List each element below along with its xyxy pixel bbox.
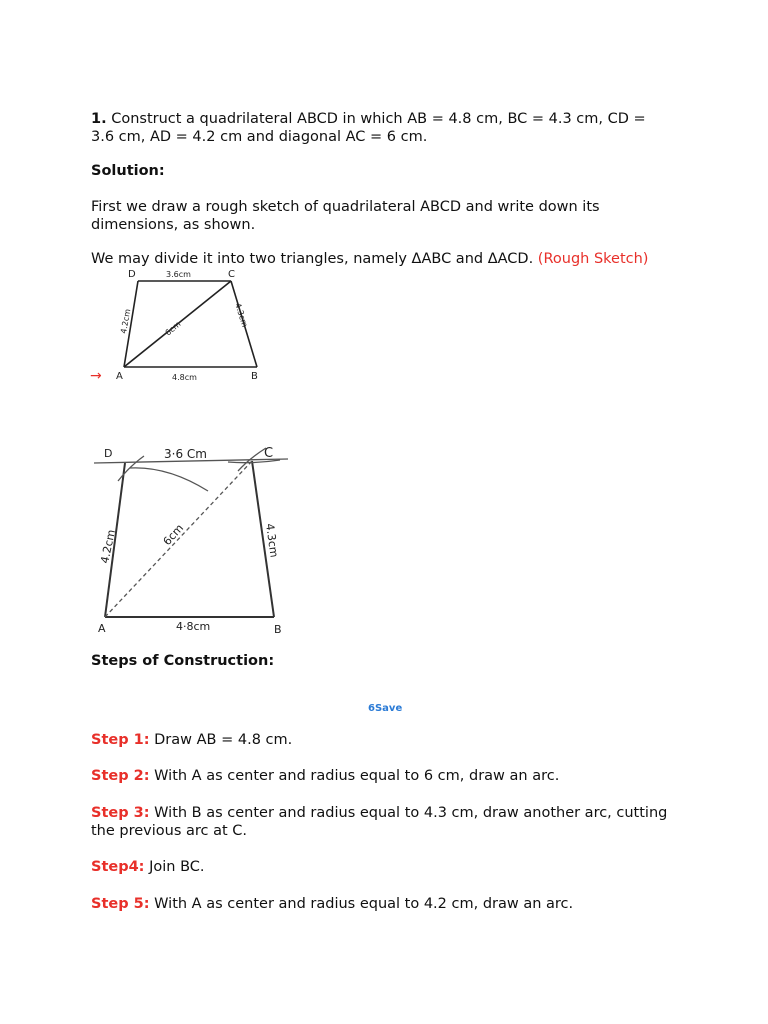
step-text: Join BC. <box>149 859 205 875</box>
save-label: Save <box>374 703 403 714</box>
save-button[interactable] <box>368 703 402 714</box>
problem-statement <box>91 110 671 146</box>
intro-paragraph-1: First we draw a rough sketch of quadrilateral ABCD and write down its dimensions, as shown. <box>91 199 600 233</box>
bc-length-label: 4.3cm <box>263 522 281 559</box>
arc-from-a-radius-4.2 <box>130 468 208 491</box>
ab-length-label: 4·8cm <box>176 620 211 633</box>
step-label: Step4: <box>91 859 145 875</box>
step-4 <box>91 858 671 876</box>
diagonal-ac <box>105 461 252 617</box>
ad-length-label: 4.2cm <box>119 308 133 335</box>
rough-sketch-label: (Rough Sketch) <box>537 251 649 267</box>
ad-length-label: 4.2cm <box>98 528 119 565</box>
construction-figure <box>88 436 298 642</box>
step-5 <box>91 895 671 913</box>
bc-length-label: 4.3cm <box>233 301 250 329</box>
ab-length-label: 4.8cm <box>172 373 197 382</box>
step-text: With A as center and radius equal to 6 cm, draw an arc. <box>154 768 560 784</box>
ac-length-label: 6cm <box>160 521 187 549</box>
vertex-c-label: C <box>228 269 235 280</box>
step-label: Step 3: <box>91 805 150 821</box>
problem-number: 1. <box>91 111 107 127</box>
step-1 <box>91 731 671 749</box>
step-3 <box>91 804 671 840</box>
rough-sketch-figure <box>88 266 288 386</box>
intro-text: We may divide it into two triangles, namely ΔABC and ΔACD. <box>91 251 534 267</box>
arrow-icon: → <box>90 368 102 384</box>
vertex-a-label: A <box>98 622 106 635</box>
vertex-d-label: D <box>104 447 113 460</box>
step-text: With B as center and radius equal to 4.3 cm, draw another arc, cutting the previous arc at C. <box>91 805 668 839</box>
step-label: Step 2: <box>91 768 150 784</box>
vertex-b-label: B <box>274 623 282 636</box>
vertex-d-label: D <box>128 269 136 280</box>
step-text: Draw AB = 4.8 cm. <box>154 732 293 748</box>
step-text: With A as center and radius equal to 4.2 cm, draw an arc. <box>154 896 574 912</box>
step-2 <box>91 767 671 785</box>
steps-heading: Steps of Construction: <box>91 653 275 669</box>
step-label: Step 1: <box>91 732 150 748</box>
cd-length-label: 3·6 Cm <box>164 447 207 461</box>
solution-heading: Solution: <box>91 163 165 179</box>
vertex-a-label: A <box>116 371 123 382</box>
ac-length-label: 6cm <box>163 319 183 338</box>
vertex-b-label: B <box>251 371 258 382</box>
vertex-c-label: C <box>264 446 274 461</box>
cd-length-label: 3.6cm <box>166 270 191 279</box>
save-count: 6 <box>368 703 375 714</box>
problem-text: Construct a quadrilateral ABCD in which AB = 4.8 cm, BC = 4.3 cm, CD = 3.6 cm, AD = 4.2 cm and diagonal AC = 6 cm. <box>91 111 646 145</box>
step-label: Step 5: <box>91 896 150 912</box>
